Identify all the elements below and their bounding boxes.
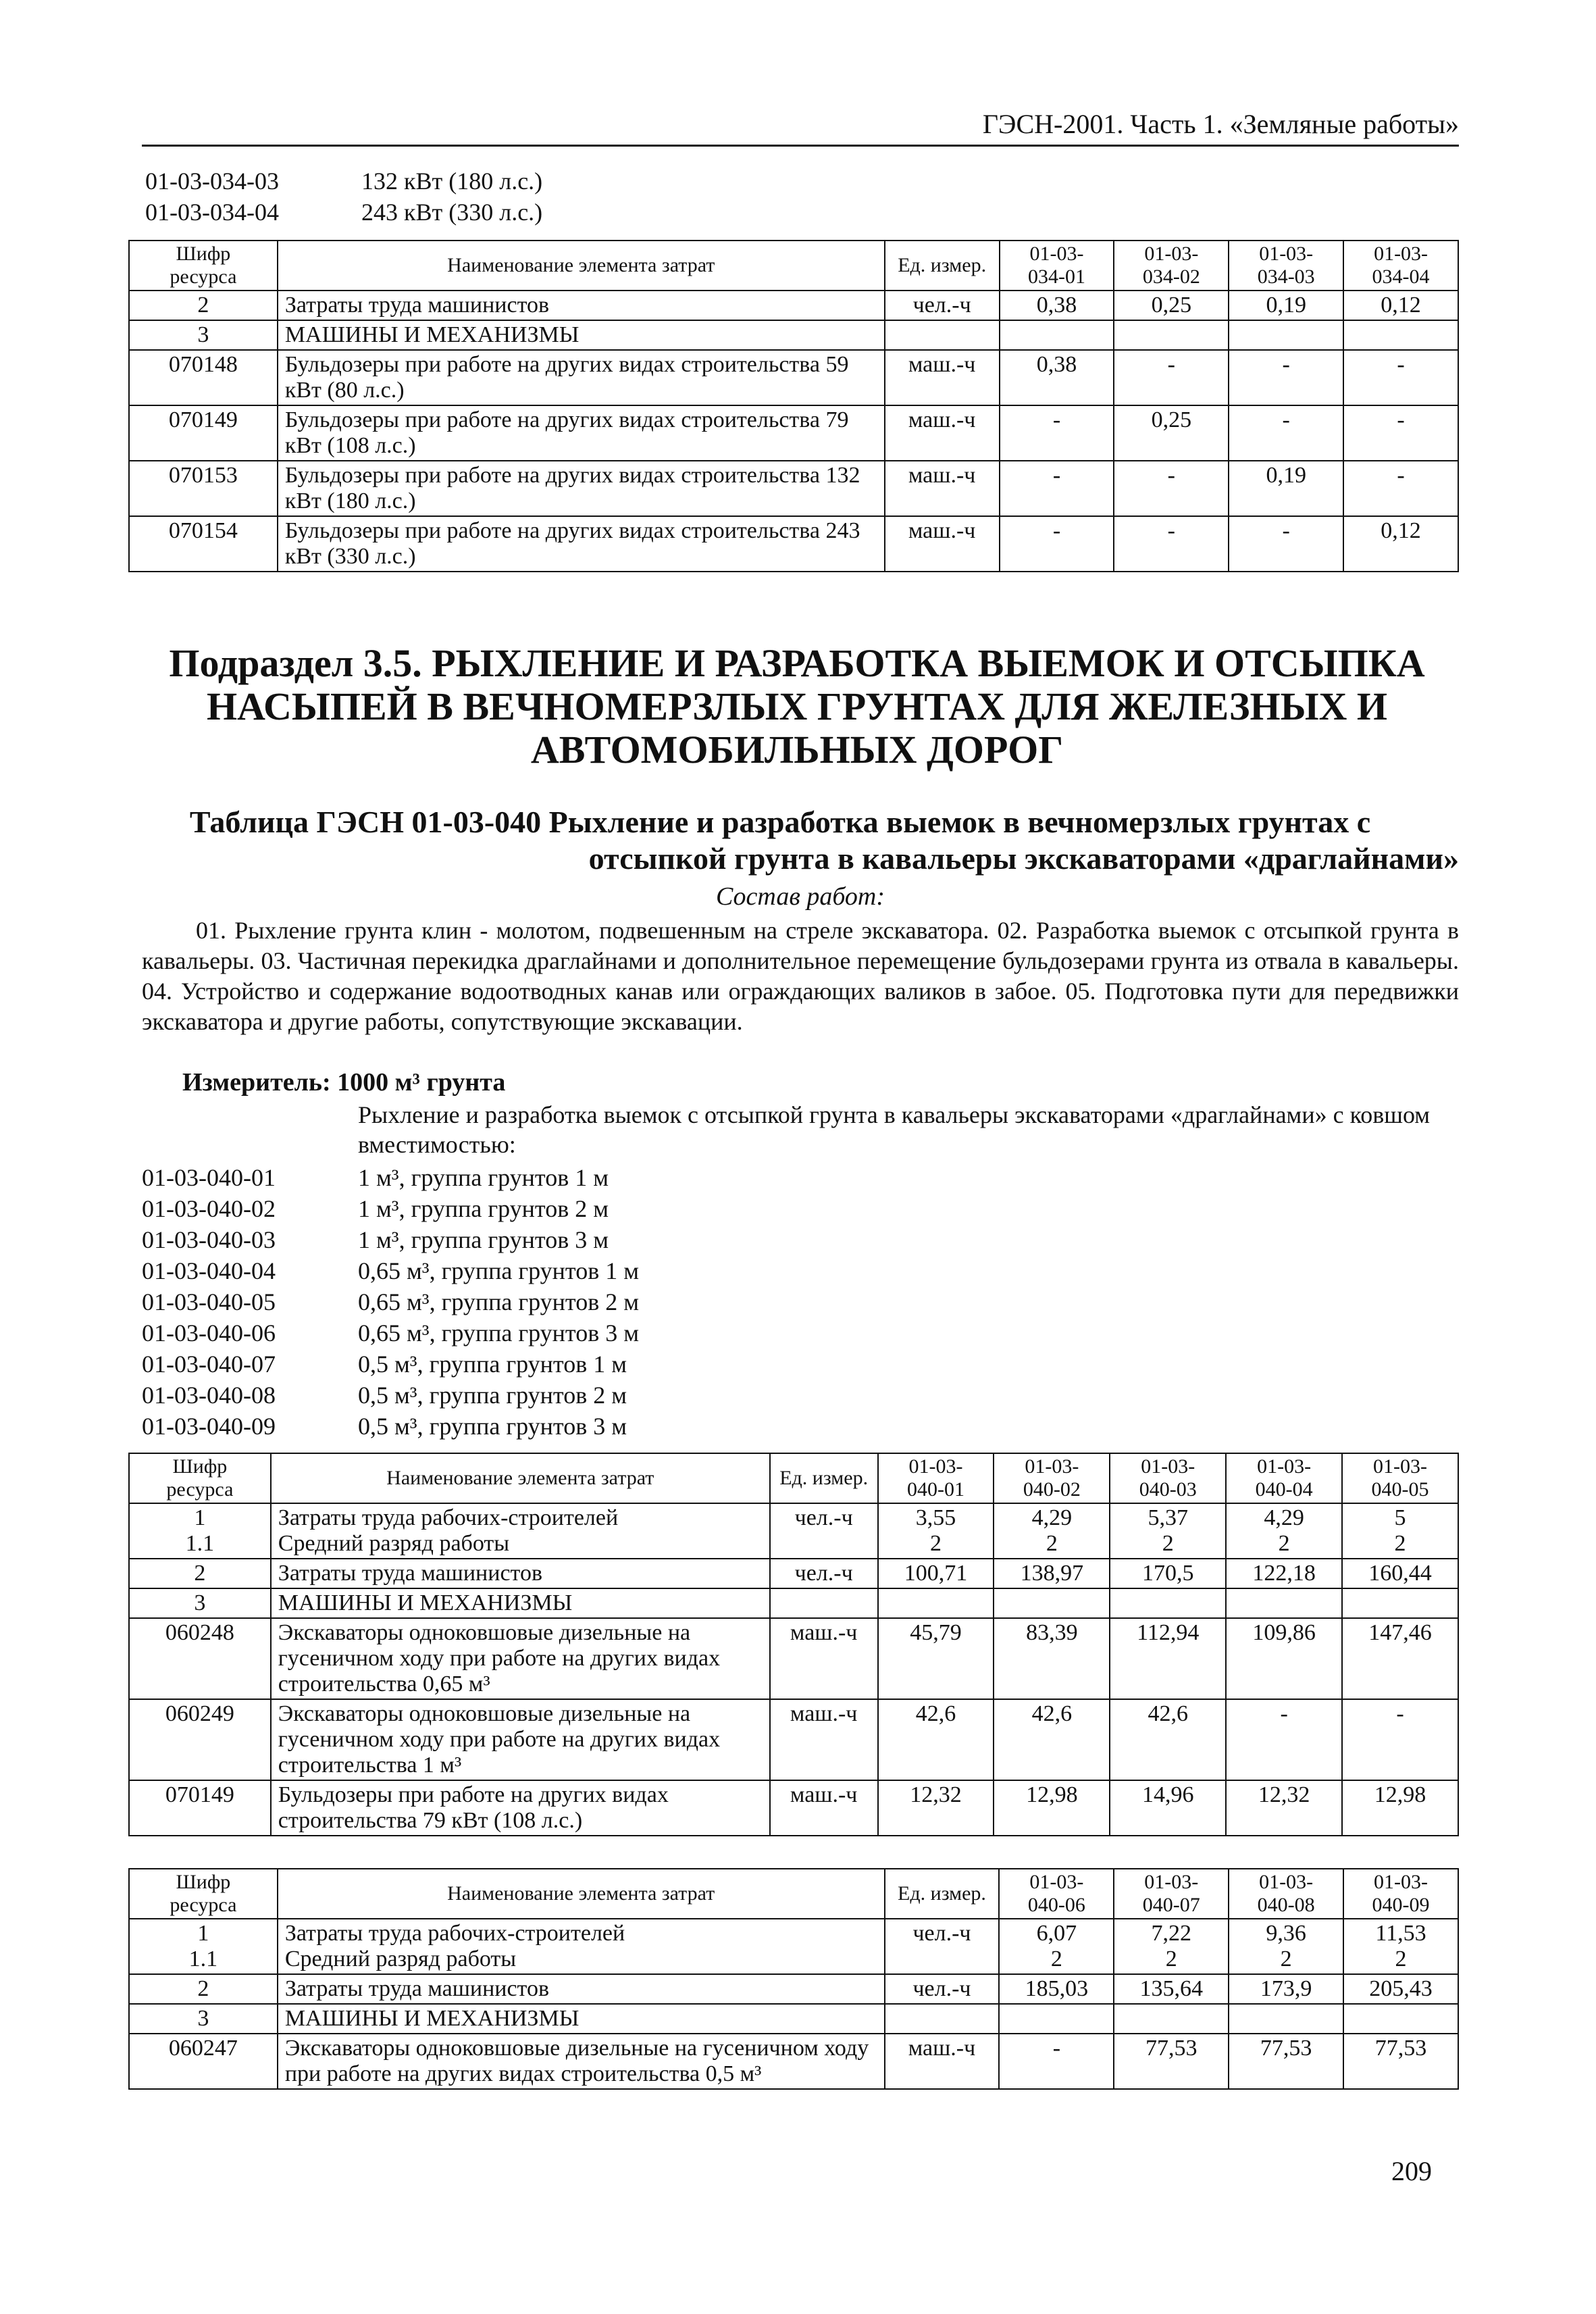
header-name: Наименование элемента затрат [278, 241, 885, 291]
header-col: 01-03- 034-04 [1343, 241, 1458, 291]
code-label: 01-03-034-03 [145, 168, 279, 195]
header-code: Шифр ресурса [129, 241, 278, 291]
header-unit: Ед. измер. [885, 241, 1000, 291]
table-row: 3 МАШИНЫ И МЕХАНИЗМЫ [129, 1588, 1458, 1618]
work-composition-text: 01. Рыхление грунта клин - молотом, подвешенным на стреле экскаватора. 02. Разработка выемок с отсыпкой грунта в кавальеры. 03. Частичная перекидка драглайнами и дополнительное перемещение бульдозерами грунта из отвала в кавальеры. 04. Устройство и содержание водоотводных канав или ограждающих валиков в забое. 05. Подготовка пути для передвижки экскаватора и другие работы, сопутствующие экскавации. [142, 917, 1459, 1035]
code-desc: 132 кВт (180 л.с.) [361, 168, 543, 195]
running-header: ГЭСН-2001. Часть 1. «Земляные работы» [142, 108, 1459, 147]
table-row: 2 Затраты труда машинистов чел.-ч 100,71 138,97 170,5 122,18 160,44 [129, 1559, 1458, 1588]
top-code-list [145, 166, 542, 228]
table-row: 070154 Бульдозеры при работе на других видах строительства 243 кВт (330 л.с.) маш.-ч - - - 0,12 [129, 516, 1458, 572]
code-row [145, 166, 542, 197]
codes-intro: Рыхление и разработка выемок с отсыпкой грунта в кавальеры экскаваторами «драглайнами» с ковшом вместимостью: [358, 1101, 1431, 1158]
measure-unit: Измеритель: 1000 м³ грунта [182, 1068, 506, 1097]
code-row [145, 197, 542, 228]
resource-table-034 [128, 240, 1459, 572]
work-composition-label: Состав работ: [715, 882, 885, 911]
table-row: 1 1.1 Затраты труда рабочих-строителей Средний разряд работы чел.-ч 6,07 2 7,22 2 9,36 2 11,53 2 [129, 1919, 1458, 1974]
table-title-line-2: отсыпкой грунта в кавальеры экскаваторами «драглайнами» [588, 841, 1459, 876]
page-number: 209 [1391, 2156, 1432, 2186]
header-col: 01-03- 034-01 [1000, 241, 1114, 291]
section-title: Подраздел 3.5. РЫХЛЕНИЕ И РАЗРАБОТКА ВЫЕМОК И ОТСЫПКА НАСЫПЕЙ В ВЕЧНОМЕРЗЛЫХ ГРУНТАХ ДЛЯ ЖЕЛЕЗНЫХ И АВТОМОБИЛЬНЫХ ДОРОГ [169, 641, 1425, 772]
resource-table-040-b [128, 1868, 1459, 2090]
table-header-row: Шифр ресурса Наименование элемента затрат Ед. измер. 01-03- 040-01 01-03- 040-02 01-03- 040-03 01-03- 040-04 01-03- 040-05 [129, 1453, 1458, 1503]
resource-table-040-a [128, 1453, 1459, 1836]
table-title-line-1: Таблица ГЭСН 01-03-040 Рыхление и разработка выемок в вечномерзлых грунтах с [189, 805, 1371, 839]
header-code: Шифр ресурса [129, 1453, 271, 1503]
table-row: 060247 Экскаваторы одноковшовые дизельные на гусеничном ходу при работе на других видах строительства 0,5 м³ маш.-ч - 77,53 77,53 77,53 [129, 2034, 1458, 2089]
code-desc: 243 кВт (330 л.с.) [361, 199, 543, 226]
header-unit: Ед. измер. [770, 1453, 878, 1503]
table-row: 070149 Бульдозеры при работе на других видах строительства 79 кВт (108 л.с.) маш.-ч 12,32 12,98 14,96 12,32 12,98 [129, 1780, 1458, 1836]
code-row: 01-03-040-05 0,65 м³, группа грунтов 2 м [142, 1288, 639, 1315]
code-row: 01-03-040-08 0,5 м³, группа грунтов 2 м [142, 1382, 627, 1409]
code-row: 01-03-040-06 0,65 м³, группа грунтов 3 м [142, 1319, 639, 1347]
code-row: 01-03-040-01 1 м³, группа грунтов 1 м [142, 1164, 609, 1191]
header-col: 01-03- 034-02 [1114, 241, 1229, 291]
table-row: 2 Затраты труда машинистов чел.-ч 0,38 0,25 0,19 0,12 [129, 291, 1458, 320]
code-label: 01-03-034-04 [145, 199, 279, 226]
header-code: Шифр ресурса [129, 1869, 278, 1919]
code-row: 01-03-040-07 0,5 м³, группа грунтов 1 м [142, 1351, 627, 1378]
table-row: 3 МАШИНЫ И МЕХАНИЗМЫ [129, 2004, 1458, 2034]
code-row: 01-03-040-03 1 м³, группа грунтов 3 м [142, 1226, 609, 1253]
table-row: 060249 Экскаваторы одноковшовые дизельные на гусеничном ходу при работе на других видах строительства 1 м³ маш.-ч 42,6 42,6 42,6 - - [129, 1699, 1458, 1780]
header-name: Наименование элемента затрат [278, 1869, 885, 1919]
table-row: 2 Затраты труда машинистов чел.-ч 185,03 135,64 173,9 205,43 [129, 1974, 1458, 2004]
header-unit: Ед. измер. [885, 1869, 1000, 1919]
code-row: 01-03-040-09 0,5 м³, группа грунтов 3 м [142, 1413, 627, 1440]
code-list-040 [142, 1162, 639, 1442]
header-name: Наименование элемента затрат [271, 1453, 770, 1503]
table-row: 070148 Бульдозеры при работе на других видах строительства 59 кВт (80 л.с.) маш.-ч 0,38 - - - [129, 350, 1458, 405]
table-row: 1 1.1 Затраты труда рабочих-строителей Средний разряд работы чел.-ч 3,55 2 4,29 2 5,37 2 4,29 2 5 2 [129, 1503, 1458, 1559]
table-row: 070149 Бульдозеры при работе на других видах строительства 79 кВт (108 л.с.) маш.-ч - 0,25 - - [129, 405, 1458, 461]
table-row: 3 МАШИНЫ И МЕХАНИЗМЫ [129, 320, 1458, 350]
code-row: 01-03-040-02 1 м³, группа грунтов 2 м [142, 1195, 609, 1222]
code-row: 01-03-040-04 0,65 м³, группа грунтов 1 м [142, 1257, 639, 1284]
table-header-row [129, 241, 1458, 291]
header-col: 01-03- 034-03 [1229, 241, 1343, 291]
table-header-row: Шифр ресурса Наименование элемента затрат Ед. измер. 01-03- 040-06 01-03- 040-07 01-03- 040-08 01-03- 040-09 [129, 1869, 1458, 1919]
table-title [142, 804, 1459, 877]
table-row: 070153 Бульдозеры при работе на других видах строительства 132 кВт (180 л.с.) маш.-ч - - 0,19 - [129, 461, 1458, 516]
table-row: 060248 Экскаваторы одноковшовые дизельные на гусеничном ходу при работе на других видах строительства 0,65 м³ маш.-ч 45,79 83,39 112,94 109,86 147,46 [129, 1618, 1458, 1699]
